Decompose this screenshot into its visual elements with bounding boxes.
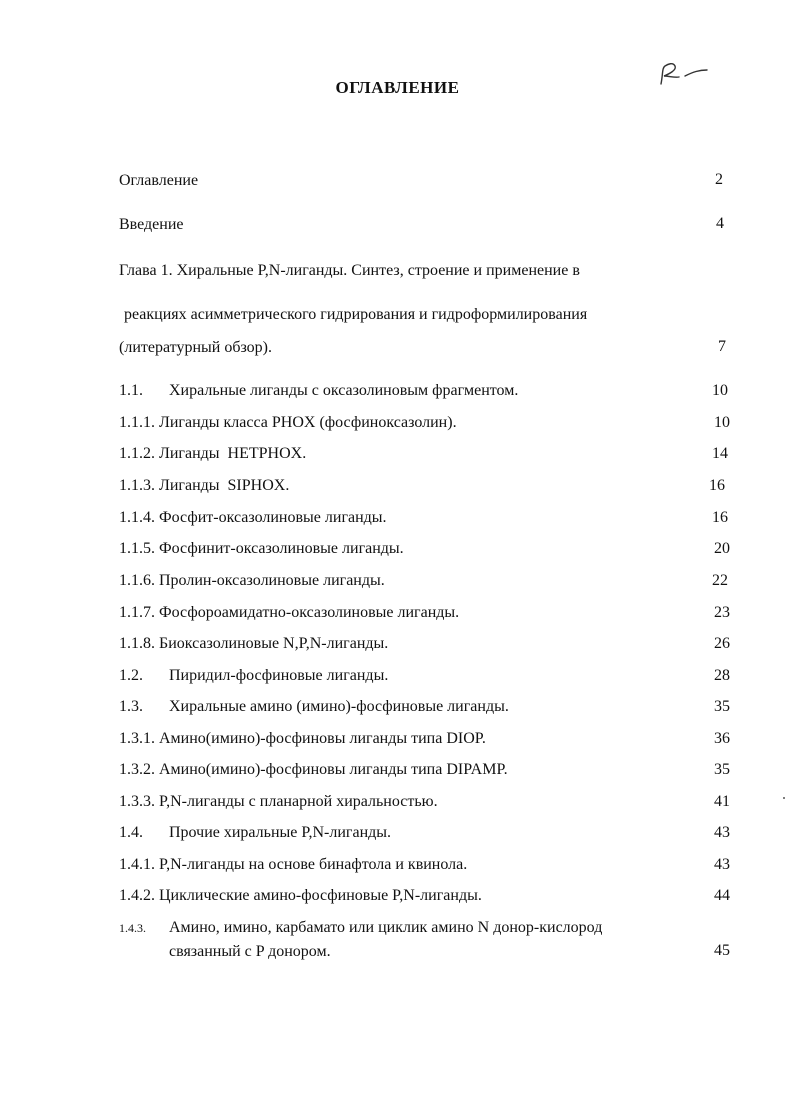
toc-number: 1.1.7. (119, 604, 155, 621)
toc-entry-1-3[interactable] (119, 697, 509, 717)
toc-entry-1-4-2[interactable] (119, 886, 482, 906)
toc-entry-1-3-2[interactable] (119, 760, 508, 780)
toc-page-introduction: 4 (716, 215, 724, 232)
toc-title: Фосфороамидатно-оксазолиновые лиганды. (159, 604, 460, 621)
toc-page-1-1-3: 16 (709, 477, 725, 494)
scan-speck (783, 797, 785, 799)
toc-page-1-2: 28 (714, 667, 730, 684)
toc-page-1-3-1: 36 (714, 730, 730, 747)
toc-entry-introduction[interactable]: Введение (119, 216, 184, 233)
toc-entry-1-4-3-line2[interactable]: связанный с P донором. (169, 943, 331, 960)
toc-number: 1.3.2. (119, 761, 155, 778)
toc-number: 1.1.5. (119, 540, 155, 557)
toc-entry-1-3-1[interactable] (119, 729, 486, 749)
toc-entry-1-2[interactable] (119, 666, 388, 686)
toc-page-1-1-5: 20 (714, 540, 730, 557)
toc-entry-chapter1-line2[interactable]: реакциях асимметрического гидрирования и гидроформилирования (120, 306, 588, 323)
toc-number: 1.3.3. (119, 793, 155, 810)
toc-title: Фосфит-оксазолиновые лиганды. (159, 509, 387, 526)
toc-entry-1-4-1[interactable] (119, 855, 467, 875)
toc-title: Биоксазолиновые N,P,N-лиганды. (159, 635, 389, 652)
toc-page-1-4-2: 44 (714, 887, 730, 904)
toc-entry-1-1-2[interactable] (119, 444, 306, 464)
toc-title: Циклические амино-фосфиновые P,N-лиганды. (159, 887, 482, 904)
toc-entry-1-1-3[interactable] (119, 476, 289, 496)
toc-page-1-1-7: 23 (714, 604, 730, 621)
toc-page-1-4-3: 45 (714, 942, 730, 959)
toc-entry-1-4-3-line1[interactable] (119, 918, 602, 938)
toc-number: 1.1.4. (119, 509, 155, 526)
toc-title: Лиганды класса PHOX (фосфиноксазолин). (159, 414, 457, 431)
toc-entry-1-1-5[interactable] (119, 539, 404, 559)
toc-number: 1.3. (119, 698, 143, 715)
toc-page-1-1: 10 (712, 382, 728, 399)
handwritten-mark (655, 56, 715, 90)
toc-entry-chapter1-line1[interactable]: Глава 1. Хиральные P,N-лиганды. Синтез, строение и применение в (119, 262, 580, 279)
toc-title: Хиральные лиганды с оксазолиновым фрагментом. (169, 382, 519, 399)
toc-page-1-1-2: 14 (712, 445, 728, 462)
toc-entry-contents[interactable]: Оглавление (119, 172, 199, 189)
toc-entry-1-1-6[interactable] (119, 571, 385, 591)
toc-number: 1.4.3. (119, 921, 146, 935)
toc-page-1-3: 35 (714, 698, 730, 715)
toc-number: 1.4. (119, 824, 143, 841)
toc-page-chapter1: 7 (718, 338, 726, 355)
toc-entry-1-1-7[interactable] (119, 603, 459, 623)
toc-page-1-1-8: 26 (714, 635, 730, 652)
toc-title: Фосфинит-оксазолиновые лиганды. (159, 540, 404, 557)
toc-page-contents: 2 (715, 171, 723, 188)
toc-number: 1.2. (119, 667, 143, 684)
toc-entry-1-1-8[interactable] (119, 634, 388, 654)
toc-title: Амино(имино)-фосфиновы лиганды типа DIPAMP. (159, 761, 508, 778)
toc-title: Амино(имино)-фосфиновы лиганды типа DIOP. (159, 730, 486, 747)
toc-number: 1.4.2. (119, 887, 155, 904)
toc-title: P,N-лиганды на основе бинафтола и квинола. (159, 856, 468, 873)
toc-entry-1-4[interactable] (119, 823, 391, 843)
toc-title: Лиганды HETPHOX. (159, 445, 307, 462)
toc-title: Пиридил-фосфиновые лиганды. (169, 667, 389, 684)
toc-title: Пролин-оксазолиновые лиганды. (159, 572, 385, 589)
toc-title: P,N-лиганды с планарной хиральностью. (159, 793, 438, 810)
toc-number: 1.1. (119, 382, 143, 399)
toc-entry-1-1-1[interactable] (119, 413, 457, 433)
toc-title: Хиральные амино (имино)-фосфиновые лиганды. (169, 698, 509, 715)
toc-number: 1.3.1. (119, 730, 155, 747)
toc-title: Лиганды SIPHOX. (159, 477, 290, 494)
toc-page-1-1-4: 16 (712, 509, 728, 526)
toc-page-1-3-3: 41 (714, 793, 730, 810)
toc-number: 1.4.1. (119, 856, 155, 873)
toc-page-1-1-1: 10 (714, 414, 730, 431)
toc-number: 1.1.1. (119, 414, 155, 431)
toc-entry-1-1-4[interactable] (119, 508, 387, 528)
toc-number: 1.1.6. (119, 572, 155, 589)
toc-number: 1.1.3. (119, 477, 155, 494)
page-title: ОГЛАВЛЕНИЕ (335, 78, 460, 97)
toc-number: 1.1.2. (119, 445, 155, 462)
toc-page-1-1-6: 22 (712, 572, 728, 589)
toc-entry-chapter1-line3[interactable]: (литературный обзор). (119, 339, 273, 356)
toc-page-1-4-1: 43 (714, 856, 730, 873)
toc-number: 1.1.8. (119, 635, 155, 652)
toc-title: Амино, имино, карбамато или циклик амино N донор-кислород (169, 919, 603, 936)
toc-page-1-4: 43 (714, 824, 730, 841)
toc-title: Прочие хиральные P,N-лиганды. (169, 824, 392, 841)
toc-page-1-3-2: 35 (714, 761, 730, 778)
toc-entry-1-1[interactable] (119, 381, 518, 401)
toc-entry-1-3-3[interactable] (119, 792, 438, 812)
